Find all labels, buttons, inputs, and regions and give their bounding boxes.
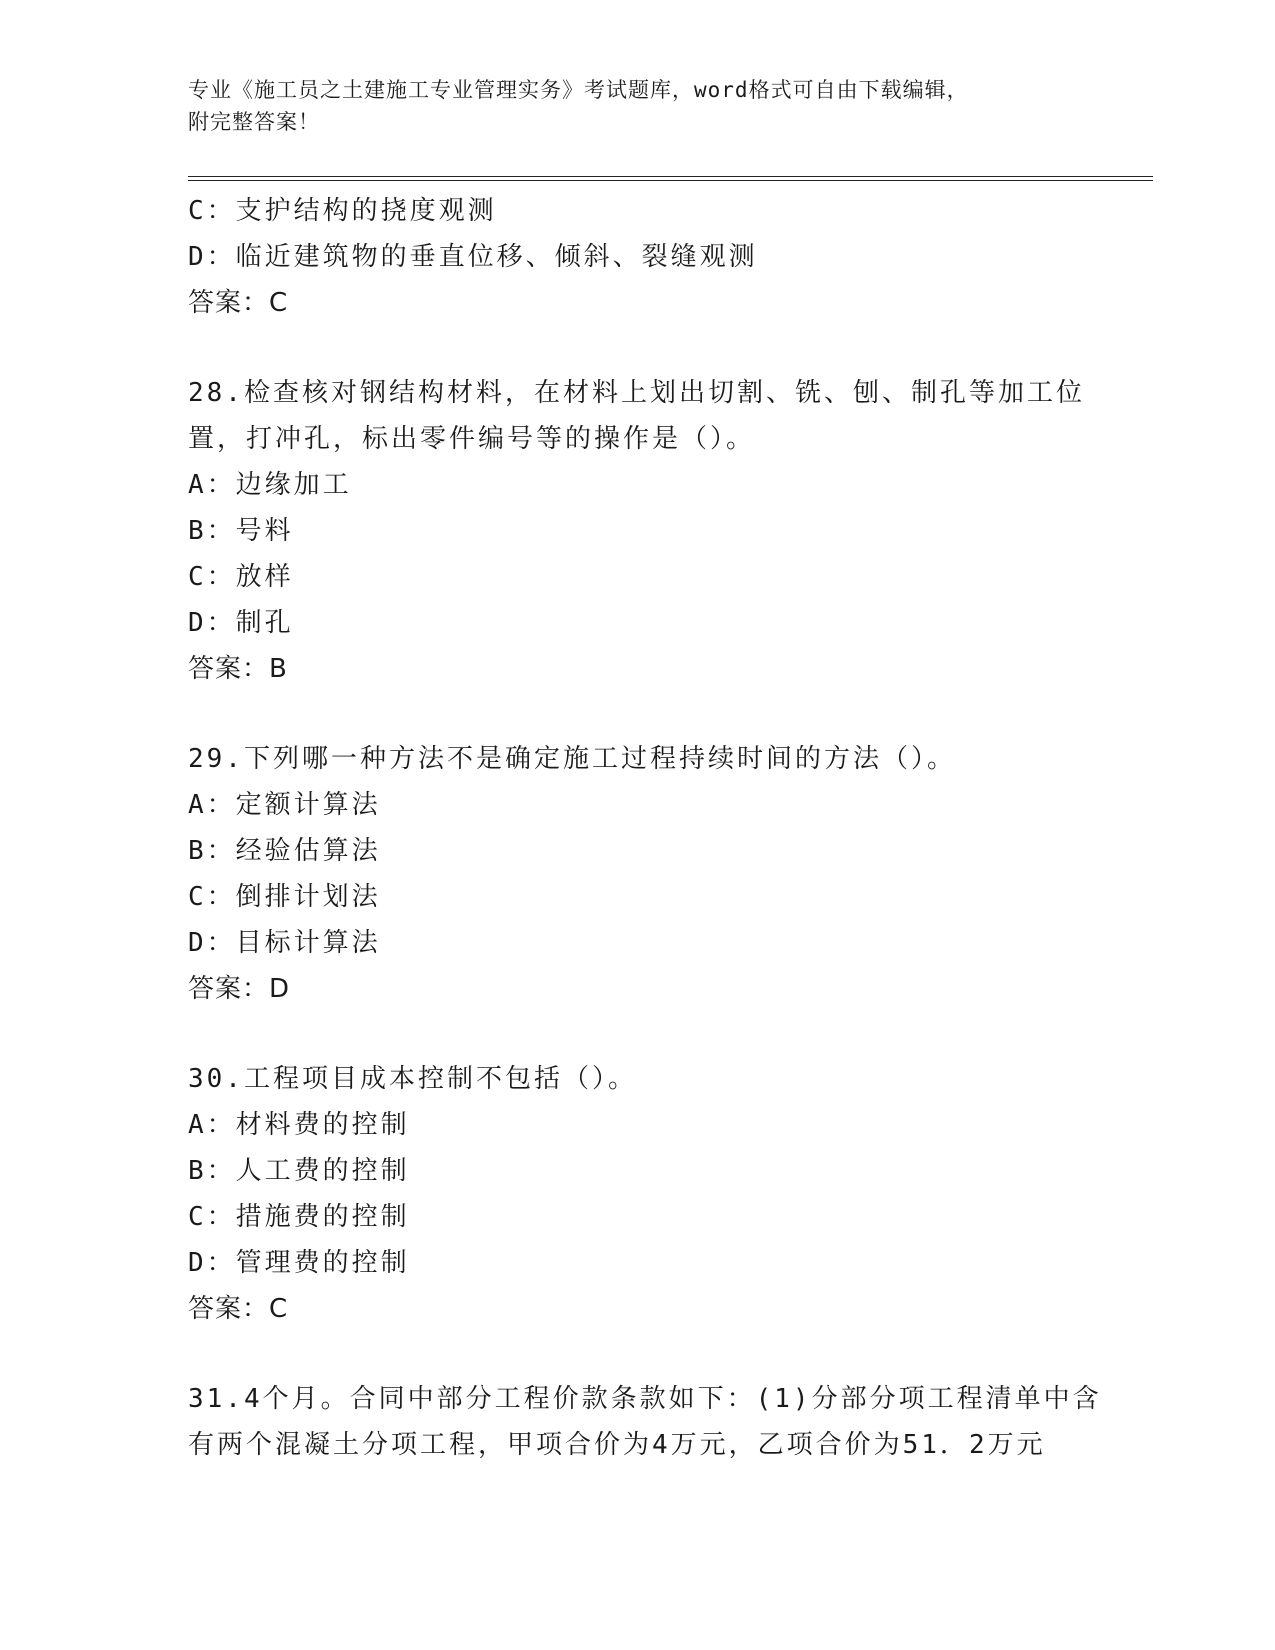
answer-line: 答案：C — [188, 288, 289, 318]
answer-line: 答案：C — [188, 1294, 289, 1324]
header-line-2: 附完整答案！ — [188, 110, 320, 134]
question-stem: 置，打冲孔，标出零件编号等的操作是（）。 — [188, 424, 756, 454]
document-header — [188, 74, 1088, 138]
question-29 — [188, 736, 1088, 1012]
question-stem: 28.检查核对钢结构材料，在材料上划出切割、铣、刨、制孔等加工位 — [188, 378, 1085, 408]
question-28 — [188, 370, 1088, 692]
option-a: A：材料费的控制 — [188, 1110, 410, 1140]
option-b: B：人工费的控制 — [188, 1156, 410, 1186]
question-stem: 有两个混凝土分项工程，甲项合价为4万元，乙项合价为51．2万元 — [188, 1430, 1046, 1460]
question-31 — [188, 1376, 1102, 1468]
question-body — [188, 188, 1102, 1468]
option-d: D：管理费的控制 — [188, 1248, 410, 1278]
header-line-1: 专业《施工员之土建施工专业管理实务》考试题库，word格式可自由下载编辑， — [188, 78, 969, 102]
option-d: D：目标计算法 — [188, 928, 381, 958]
option-c: C：放样 — [188, 562, 294, 592]
header-divider — [188, 176, 1153, 181]
question-30 — [188, 1056, 1088, 1332]
option-d: D：制孔 — [188, 608, 294, 638]
question-stem: 31.4个月。合同中部分工程价款条款如下：(1)分部分项工程清单中含 — [188, 1384, 1102, 1414]
option-a: A：边缘加工 — [188, 470, 352, 500]
option-b: B：号料 — [188, 516, 294, 546]
question-stem: 29.下列哪一种方法不是确定施工过程持续时间的方法（）。 — [188, 744, 956, 774]
answer-line: 答案：D — [188, 974, 291, 1004]
option-a: A：定额计算法 — [188, 790, 381, 820]
answer-line: 答案：B — [188, 654, 288, 684]
option-b: B：经验估算法 — [188, 836, 381, 866]
option-c: C：支护结构的挠度观测 — [188, 196, 497, 226]
option-c: C：措施费的控制 — [188, 1202, 410, 1232]
option-d: D：临近建筑物的垂直位移、倾斜、裂缝观测 — [188, 242, 758, 272]
option-c: C：倒排计划法 — [188, 882, 381, 912]
question-stem: 30.工程项目成本控制不包括（）。 — [188, 1064, 637, 1094]
